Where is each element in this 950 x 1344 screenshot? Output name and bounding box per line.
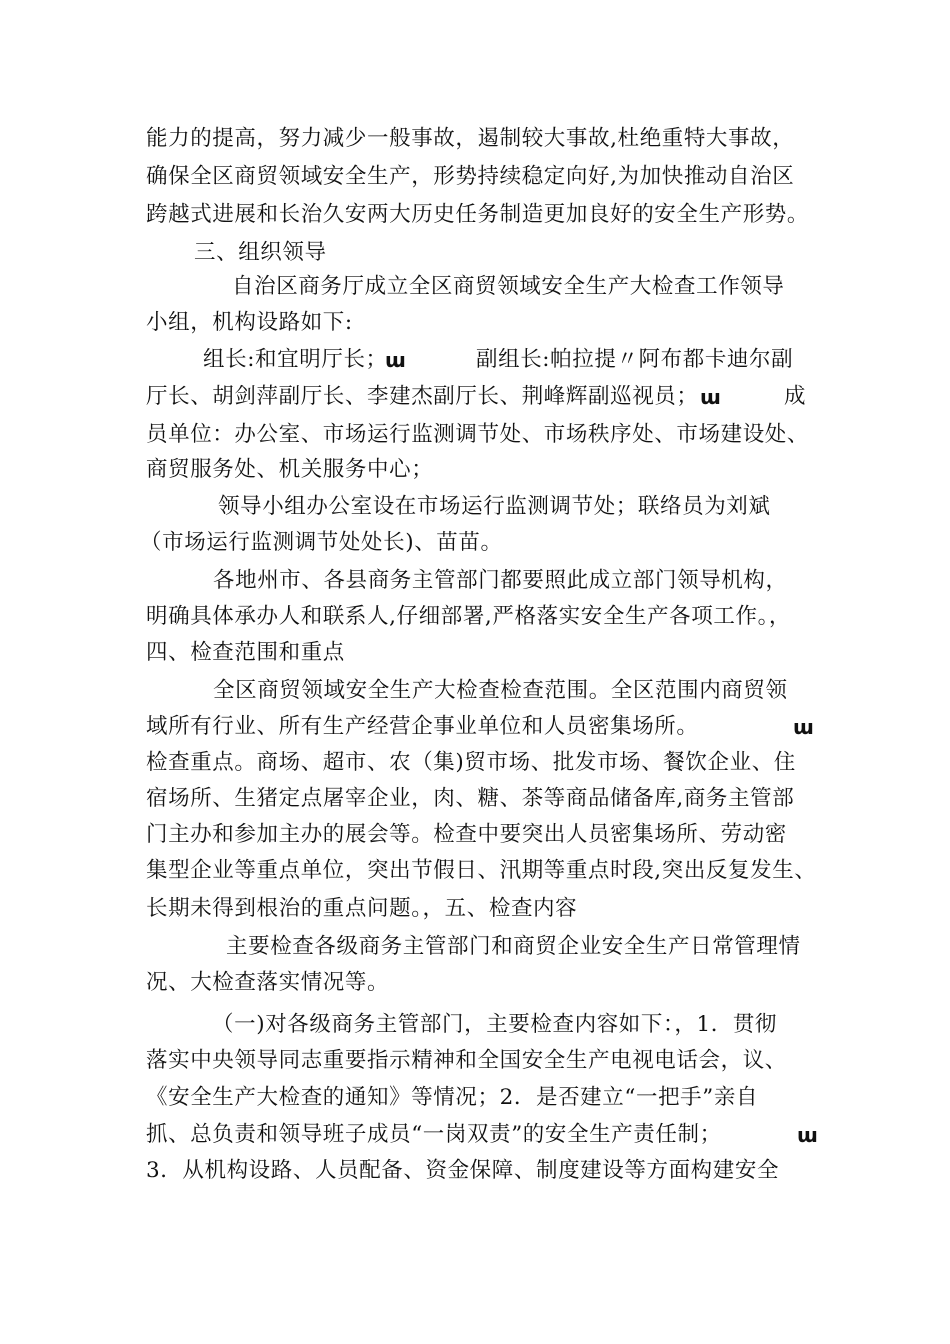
- text-segment: 厅长、胡剑萍副厅长、李建杰副厅长、荆峰辉副巡视员；: [146, 384, 699, 409]
- text-segment: 宿场所、生猪定点屠宰企业，肉、糖、茶等商品储备库,商务主管部: [146, 786, 795, 811]
- text-segment: 小组，机构设路如下:: [146, 310, 353, 335]
- text-segment: 3．从机构设路、人员配备、资金保障、制度建设等方面构建安全: [146, 1158, 780, 1183]
- paragraph-mark: ɯ: [700, 385, 722, 409]
- text-segment: 《安全生产大检查的通知》等情况；2．是否建立“一把手”亲自: [146, 1085, 759, 1110]
- text-segment: 集型企业等重点单位，突出节假日、汛期等重点时段,突出反复发生、: [146, 858, 817, 883]
- text-segment: 领导小组办公室设在市场运行监测调节处；联络员为刘斌: [218, 494, 771, 519]
- text-segment: 自治区商务厅成立全区商贸领域安全生产大检查工作领导: [232, 274, 785, 299]
- text-segment: 确保全区商贸领域安全生产，形势持续稳定向好,为加快推动自治区: [146, 164, 795, 189]
- text-segment: 副组长:帕拉提〃阿布都卡迪尔副: [476, 347, 794, 372]
- text-segment: 门主办和参加主办的展会等。检查中要突出人员密集场所、劳动密: [146, 822, 787, 847]
- paragraph-mark: ɯ: [385, 348, 407, 372]
- text-segment: 落实中央领导同志重要指示精神和全国安全生产电视电话会，议、: [146, 1048, 787, 1073]
- text-segment: 全区商贸领域安全生产大检查检查范围。全区范围内商贸领: [213, 678, 788, 703]
- text-segment: 明确具体承办人和联系人,仔细部署,严格落实安全生产各项工作。，: [146, 604, 792, 629]
- text-segment: （市场运行监测调节处处长)、苗苗。: [140, 530, 503, 555]
- text-segment: 员单位：办公室、市场运行监测调节处、市场秩序处、市场建设处、: [146, 422, 810, 447]
- text-segment: 商贸服务处、机关服务中心；: [146, 457, 434, 482]
- text-segment: 主要检查各级商务主管部门和商贸企业安全生产日常管理情: [226, 934, 801, 959]
- text-segment: 域所有行业、所有生产经营企事业单位和人员密集场所。: [146, 714, 699, 739]
- text-segment: 能力的提高，努力减少一般事故，遏制较大事故,杜绝重特大事故，: [146, 126, 795, 151]
- text-segment: 成: [784, 384, 807, 409]
- text-segment: 检查重点。商场、超市、农（集)贸市场、批发市场、餐饮企业、住: [146, 750, 796, 775]
- text-segment: （一)对各级商务主管部门，主要检查内容如下：，1．贯彻: [212, 1012, 778, 1037]
- section-heading-text: 四、检查范围和重点: [146, 640, 345, 665]
- text-segment: 长期未得到根治的重点问题。，五、检查内容: [146, 896, 578, 921]
- paragraph-mark: ɯ: [793, 715, 815, 739]
- text-segment: 抓、总负责和领导班子成员“一岗双责”的安全生产责任制；: [146, 1122, 722, 1147]
- text-segment: 组长:和宜明厅长；: [203, 347, 388, 372]
- text-segment: 各地州市、各县商务主管部门都要照此成立部门领导机构，: [213, 568, 788, 593]
- paragraph-mark: ɯ: [797, 1123, 819, 1147]
- text-segment: 况、大检查落实情况等。: [146, 970, 390, 995]
- section-heading-text: 三、组织领导: [194, 240, 327, 265]
- text-segment: 跨越式进展和长治久安两大历史任务制造更加良好的安全生产形势。: [146, 202, 810, 227]
